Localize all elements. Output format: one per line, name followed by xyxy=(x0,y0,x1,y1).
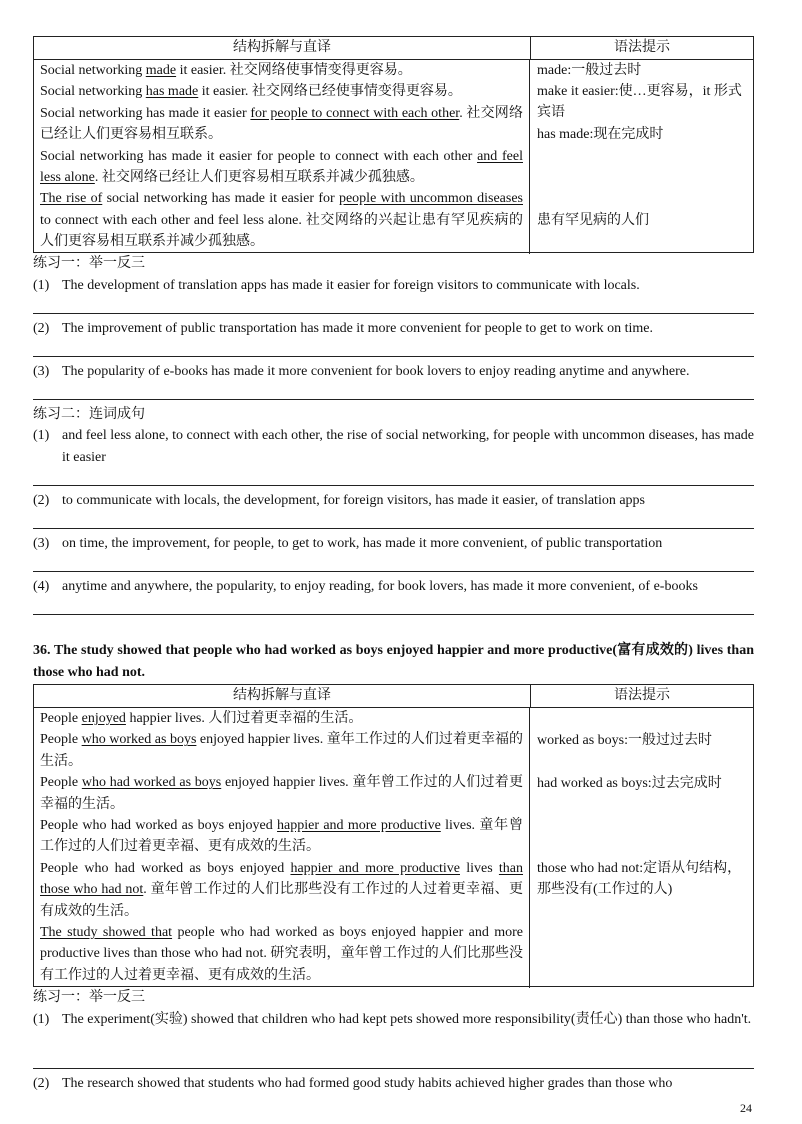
grammar-note: had worked as boys:过去完成时 xyxy=(537,776,722,791)
answer-line[interactable] xyxy=(33,485,754,486)
practice-title: 练习一：举一反三 xyxy=(33,990,145,1005)
table-row: People who had worked as boys enjoyed happier and more productive lives. 童年曾工作过的人们过着更幸福、更有成效的生活。 xyxy=(40,818,523,855)
exercise-item: (3) on time, the improvement, for people, to get to work, has made it more convenient, of public transportation xyxy=(33,536,663,551)
table-row: The rise of social networking has made it easier for people with uncommon diseases to connect with each other and feel less alone. 社交网络的兴起让患有罕见疾病的人们更容易相互联系并减少孤独感。 xyxy=(40,191,523,250)
table-row: People enjoyed happier lives. 人们过着更幸福的生活。 xyxy=(40,711,363,726)
answer-line[interactable] xyxy=(33,571,754,572)
answer-line[interactable] xyxy=(33,528,754,529)
answer-line[interactable] xyxy=(33,614,754,615)
page-number: 24 xyxy=(740,1101,752,1115)
answer-line[interactable] xyxy=(33,356,754,357)
table-row: The study showed that people who had worked as boys enjoyed happier and more productive lives than those who had not. 研究表明，童年曾工作过的人们比那些没有工作过的人过着更幸福、更有成效的生活。 xyxy=(40,925,524,983)
sentence-heading: 36. The study showed that people who had worked as boys enjoyed happier and more productive(富有成效的) lives than those who had not. xyxy=(33,643,754,680)
table-row: People who had worked as boys enjoyed happier and more productive lives than those who had not. 童年曾工作过的人们比那些没有工作过的人过着更幸福、更有成效的生活。 xyxy=(40,860,524,919)
table-row: Social networking made it easier. 社交网络使事情变得更容易。 xyxy=(40,63,412,78)
exercise-item: (4) anytime and anywhere, the popularity, to enjoy reading, for book lovers, has made it more convenient, of e-books xyxy=(33,579,698,594)
header-grammar-hint: 语法提示 xyxy=(614,688,670,703)
table-row: Social networking has made it easier for people to connect with each other. 社交网络已经让人们更容易相互联系。 xyxy=(40,105,523,143)
grammar-table-2 xyxy=(33,684,754,987)
header-structure: 结构拆解与直译 xyxy=(34,685,531,707)
grammar-hint-column xyxy=(531,708,753,988)
answer-line[interactable] xyxy=(33,313,754,314)
table-row: Social networking has made it easier for people to connect with each other and feel less alone. 社交网络已经让人们更容易相互联系并减少孤独感。 xyxy=(40,148,523,186)
answer-line[interactable] xyxy=(33,399,754,400)
table-row: People who worked as boys enjoyed happier lives. 童年工作过的人们过着更幸福的生活。 xyxy=(40,732,523,769)
structure-column xyxy=(34,60,530,254)
exercise-item: (1) The experiment(实验) showed that children who had kept pets showed more responsibility(责任心) than those who hadn't. xyxy=(33,1012,752,1027)
exercise-item: (1) The development of translation apps has made it easier for foreign visitors to communicate with locals. xyxy=(33,278,640,293)
table-row: People who had worked as boys enjoyed happier lives. 童年曾工作过的人们过着更幸福的生活。 xyxy=(40,775,523,812)
table-header xyxy=(34,685,753,708)
practice-title: 练习二：连词成句 xyxy=(33,407,145,422)
exercise-item: (2) The improvement of public transportation has made it more convenient for people to get to work on time. xyxy=(33,321,653,336)
grammar-note: 患有罕见病的人们 xyxy=(537,213,649,228)
exercise-item: (2) The research showed that students who had formed good study habits achieved higher grades than those who xyxy=(33,1076,673,1091)
table-row: Social networking has made it easier. 社交网络已经使事情变得更容易。 xyxy=(40,84,462,100)
header-structure: 结构拆解与直译 xyxy=(34,37,531,59)
exercise-item: (2) to communicate with locals, the development, for foreign visitors, has made it easier, of translation apps xyxy=(33,493,646,508)
answer-line[interactable] xyxy=(33,1068,754,1069)
grammar-note: has made:现在完成时 xyxy=(537,127,664,142)
grammar-table-1 xyxy=(33,36,754,253)
grammar-note: worked as boys:一般过过去时 xyxy=(537,733,712,748)
exercise-item: (1) and feel less alone, to connect with each other, the rise of social networking, for people with uncommon diseases, has made it easier xyxy=(33,428,754,465)
exercise-item: (3) The popularity of e-books has made it more convenient for book lovers to enjoy reading anytime and anywhere. xyxy=(33,364,690,379)
grammar-note: made:一般过去时 xyxy=(537,63,642,78)
grammar-hint-column xyxy=(531,60,753,254)
header-grammar-hint: 语法提示 xyxy=(614,40,670,55)
practice-title: 练习一：举一反三 xyxy=(33,256,145,271)
grammar-note: make it easier:使…更容易，it 形式宾语 xyxy=(537,84,742,121)
structure-column xyxy=(34,708,530,988)
grammar-note: those who had not:定语从句结构，那些没有(工作过的人) xyxy=(537,861,742,898)
table-header xyxy=(34,37,753,60)
